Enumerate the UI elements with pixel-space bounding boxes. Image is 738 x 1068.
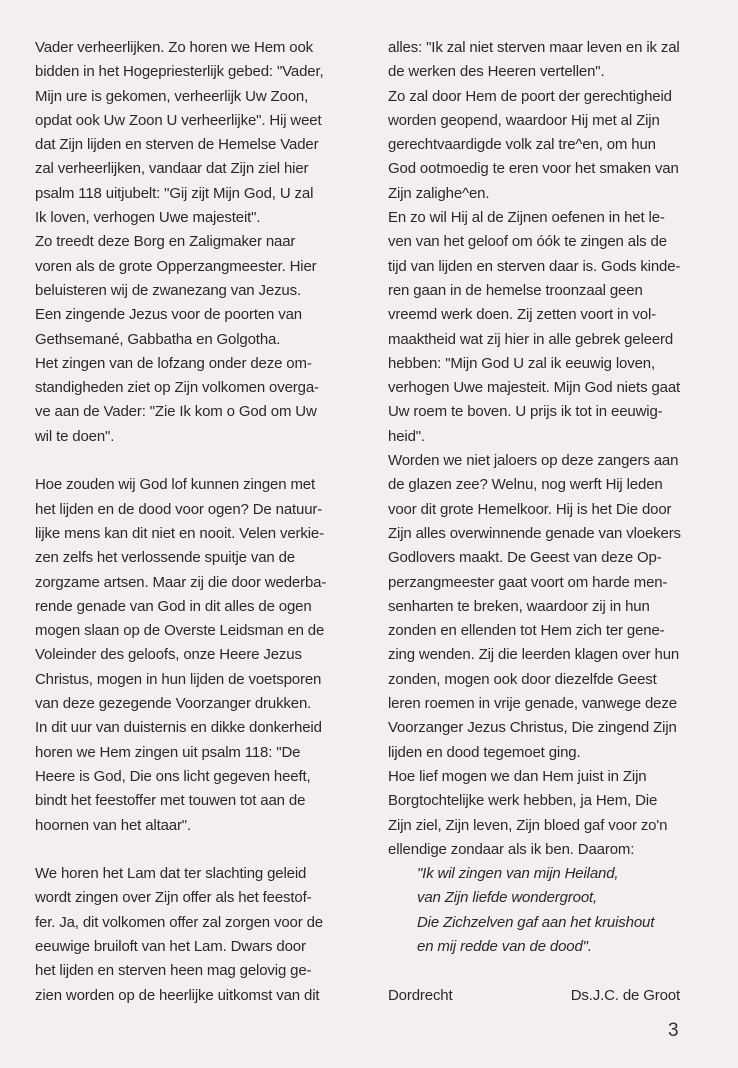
text-line: Zijn alles overwinnende genade van vloekers	[388, 524, 681, 542]
text-line: Zijn ziel, Zijn leven, Zijn bloed gaf voor zo'n	[388, 816, 668, 834]
text-line: zen zelfs het verlossende spuitje van de	[35, 549, 295, 567]
text-line: In dit uur van duisternis en dikke donkerheid	[35, 719, 322, 737]
text-line: zonden, mogen ook door diezelfde Geest	[388, 670, 657, 688]
text-line: Ik loven, verhogen Uwe majesteit".	[35, 209, 261, 227]
text-line: Worden we niet jaloers op deze zangers aan	[388, 452, 679, 470]
text-line: hebben: "Mijn God U zal ik eeuwig loven,	[388, 354, 655, 372]
text-line: Zo zal door Hem de poort der gerechtigheid	[388, 87, 672, 105]
text-line: zien worden op de heerlijke uitkomst van dit	[35, 986, 320, 1004]
text-line: psalm 118 uitjubelt: "Gij zijt Mijn God, U zal	[35, 184, 314, 202]
text-line: lijke mens kan dit niet en nooit. Velen verkie-	[35, 524, 324, 542]
text-line: Christus, mogen in hun lijden de voetsporen	[35, 670, 322, 688]
text-line: wil te doen".	[35, 427, 115, 445]
text-line: Die Zichzelven gaf aan het kruishout	[417, 913, 655, 931]
text-line: en mij redde van de dood".	[417, 937, 592, 955]
signature-author: Ds.J.C. de Groot	[570, 986, 680, 1004]
text-line: de glazen zee? Welnu, nog werft Hij leden	[388, 476, 663, 494]
blank-line	[35, 838, 365, 862]
text-line: leren roemen in vrije genade, vanwege deze	[388, 695, 677, 713]
signature-place: Dordrecht	[388, 986, 453, 1004]
blank-line	[35, 449, 365, 473]
text-line: alles: "Ik zal niet sterven maar leven en ik zal	[388, 39, 680, 56]
text-line: het lijden en de dood voor ogen? De natuur-	[35, 500, 323, 518]
text-line: Godlovers maakt. De Geest van deze Op-	[388, 549, 662, 567]
text-line: Uw roem te boven. U prijs ik tot in eeuwig-	[388, 403, 663, 421]
text-line: het lijden en sterven heen mag gelovig ge-	[35, 962, 312, 980]
text-line: bindt het feestoffer met touwen tot aan de	[35, 792, 306, 810]
text-line: Voleinder des geloofs, onze Heere Jezus	[35, 646, 302, 664]
text-line: Het zingen van de lofzang onder deze om-	[35, 354, 312, 372]
text-line: senharten te breken, waardoor zij in hun	[388, 597, 650, 615]
quote-block	[388, 862, 688, 959]
text-line: wordt zingen over Zijn offer als het feestof-	[35, 889, 312, 907]
text-line: hoornen van het altaar".	[35, 816, 192, 834]
text-line: voor dit grote Hemelkoor. Hij is het Die door	[388, 500, 672, 518]
text-line: Hoe zouden wij God lof kunnen zingen met	[35, 476, 316, 494]
text-line: Zijn zalighe^en.	[388, 184, 490, 202]
text-line: lijden en dood tegemoet ging.	[388, 743, 581, 761]
text-line: standigheden ziet op Zijn volkomen overga-	[35, 379, 319, 397]
text-line: Hoe lief mogen we dan Hem juist in Zijn	[388, 767, 647, 785]
text-line: van deze gezegende Voorzanger drukken.	[35, 695, 312, 713]
text-line: tijd van lijden en sterven daar is. Gods kinde-	[388, 257, 681, 275]
text-line: ve aan de Vader: "Zie Ik kom o God om Uw	[35, 403, 317, 421]
text-line: ren gaan in de hemelse troonzaal geen	[388, 281, 643, 299]
text-line: Mijn ure is gekomen, verheerlijk Uw Zoon,	[35, 87, 309, 105]
right-column	[388, 36, 688, 1008]
text-line: maaktheid wat zij hier in alle gebrek geleerd	[388, 330, 674, 348]
text-line: beluisteren wij de zwanezang van Jezus.	[35, 281, 301, 299]
text-line: Zo treedt deze Borg en Zaligmaker naar	[35, 233, 296, 251]
text-line: fer. Ja, dit volkomen offer zal zorgen voor de	[35, 913, 323, 931]
text-line: eeuwige bruiloft van het Lam. Dwars door	[35, 937, 306, 955]
text-line: verhogen Uwe majesteit. Mijn God niets gaat	[388, 379, 681, 397]
text-line: worden geopend, waardoor Hij met al Zijn	[388, 111, 660, 129]
text-line: "Ik wil zingen van mijn Heiland,	[417, 865, 619, 883]
signature-line	[388, 984, 680, 1008]
text-line: Een zingende Jezus voor de poorten van	[35, 306, 302, 324]
text-line: God ootmoedig te eren voor het smaken van	[388, 160, 679, 178]
text-line: En zo wil Hij al de Zijnen oefenen in het le-	[388, 209, 665, 227]
text-line: voren als de grote Opperzangmeester. Hier	[35, 257, 317, 275]
text-line: Heere is God, Die ons licht gegeven heeft,	[35, 767, 311, 785]
text-line: zing wenden. Zij die leerden klagen over hun	[388, 646, 680, 664]
text-line: zonden en ellenden tot Hem zich ter gene-	[388, 622, 665, 640]
text-line: Vader verheerlijken. Zo horen we Hem ook	[35, 39, 314, 56]
text-line: We horen het Lam dat ter slachting geleid	[35, 865, 307, 883]
text-line: ellendige zondaar als ik ben. Daarom:	[388, 840, 635, 858]
text-line: heid".	[388, 427, 425, 445]
text-line: vreemd werk doen. Zij zetten voort in vol-	[388, 306, 656, 324]
text-line: zal verheerlijken, vandaar dat Zijn ziel hier	[35, 160, 309, 178]
text-line: de werken des Heeren vertellen".	[388, 63, 605, 81]
text-line: rende genade van God in dit alles de ogen	[35, 597, 312, 615]
text-line: horen we Hem zingen uit psalm 118: "De	[35, 743, 301, 761]
right-column-body	[388, 36, 688, 862]
text-line: Borgtochtelijke werk hebben, ja Hem, Die	[388, 792, 658, 810]
text-line: ven van het geloof om óók te zingen als de	[388, 233, 667, 251]
page-number: 3	[668, 1020, 679, 1041]
text-line: mogen slaan op de Overste Leidsman en de	[35, 622, 325, 640]
text-line: dat Zijn lijden en sterven de Hemelse Vader	[35, 136, 319, 154]
text-line: zorgzame artsen. Maar zij die door wederba-	[35, 573, 327, 591]
text-line: opdat ook Uw Zoon U verheerlijke". Hij weet	[35, 111, 322, 129]
left-column	[35, 36, 365, 1008]
text-line: bidden in het Hogepriesterlijk gebed: "Vader,	[35, 63, 324, 81]
text-line: perzangmeester gaat voort om harde men-	[388, 573, 668, 591]
text-line: Gethsemané, Gabbatha en Golgotha.	[35, 330, 281, 348]
text-line: gerechtvaardigde volk zal tre^en, om hun	[388, 136, 656, 154]
text-line: van Zijn liefde wondergroot,	[417, 889, 598, 907]
text-line: Voorzanger Jezus Christus, Die zingend Zijn	[388, 719, 677, 737]
